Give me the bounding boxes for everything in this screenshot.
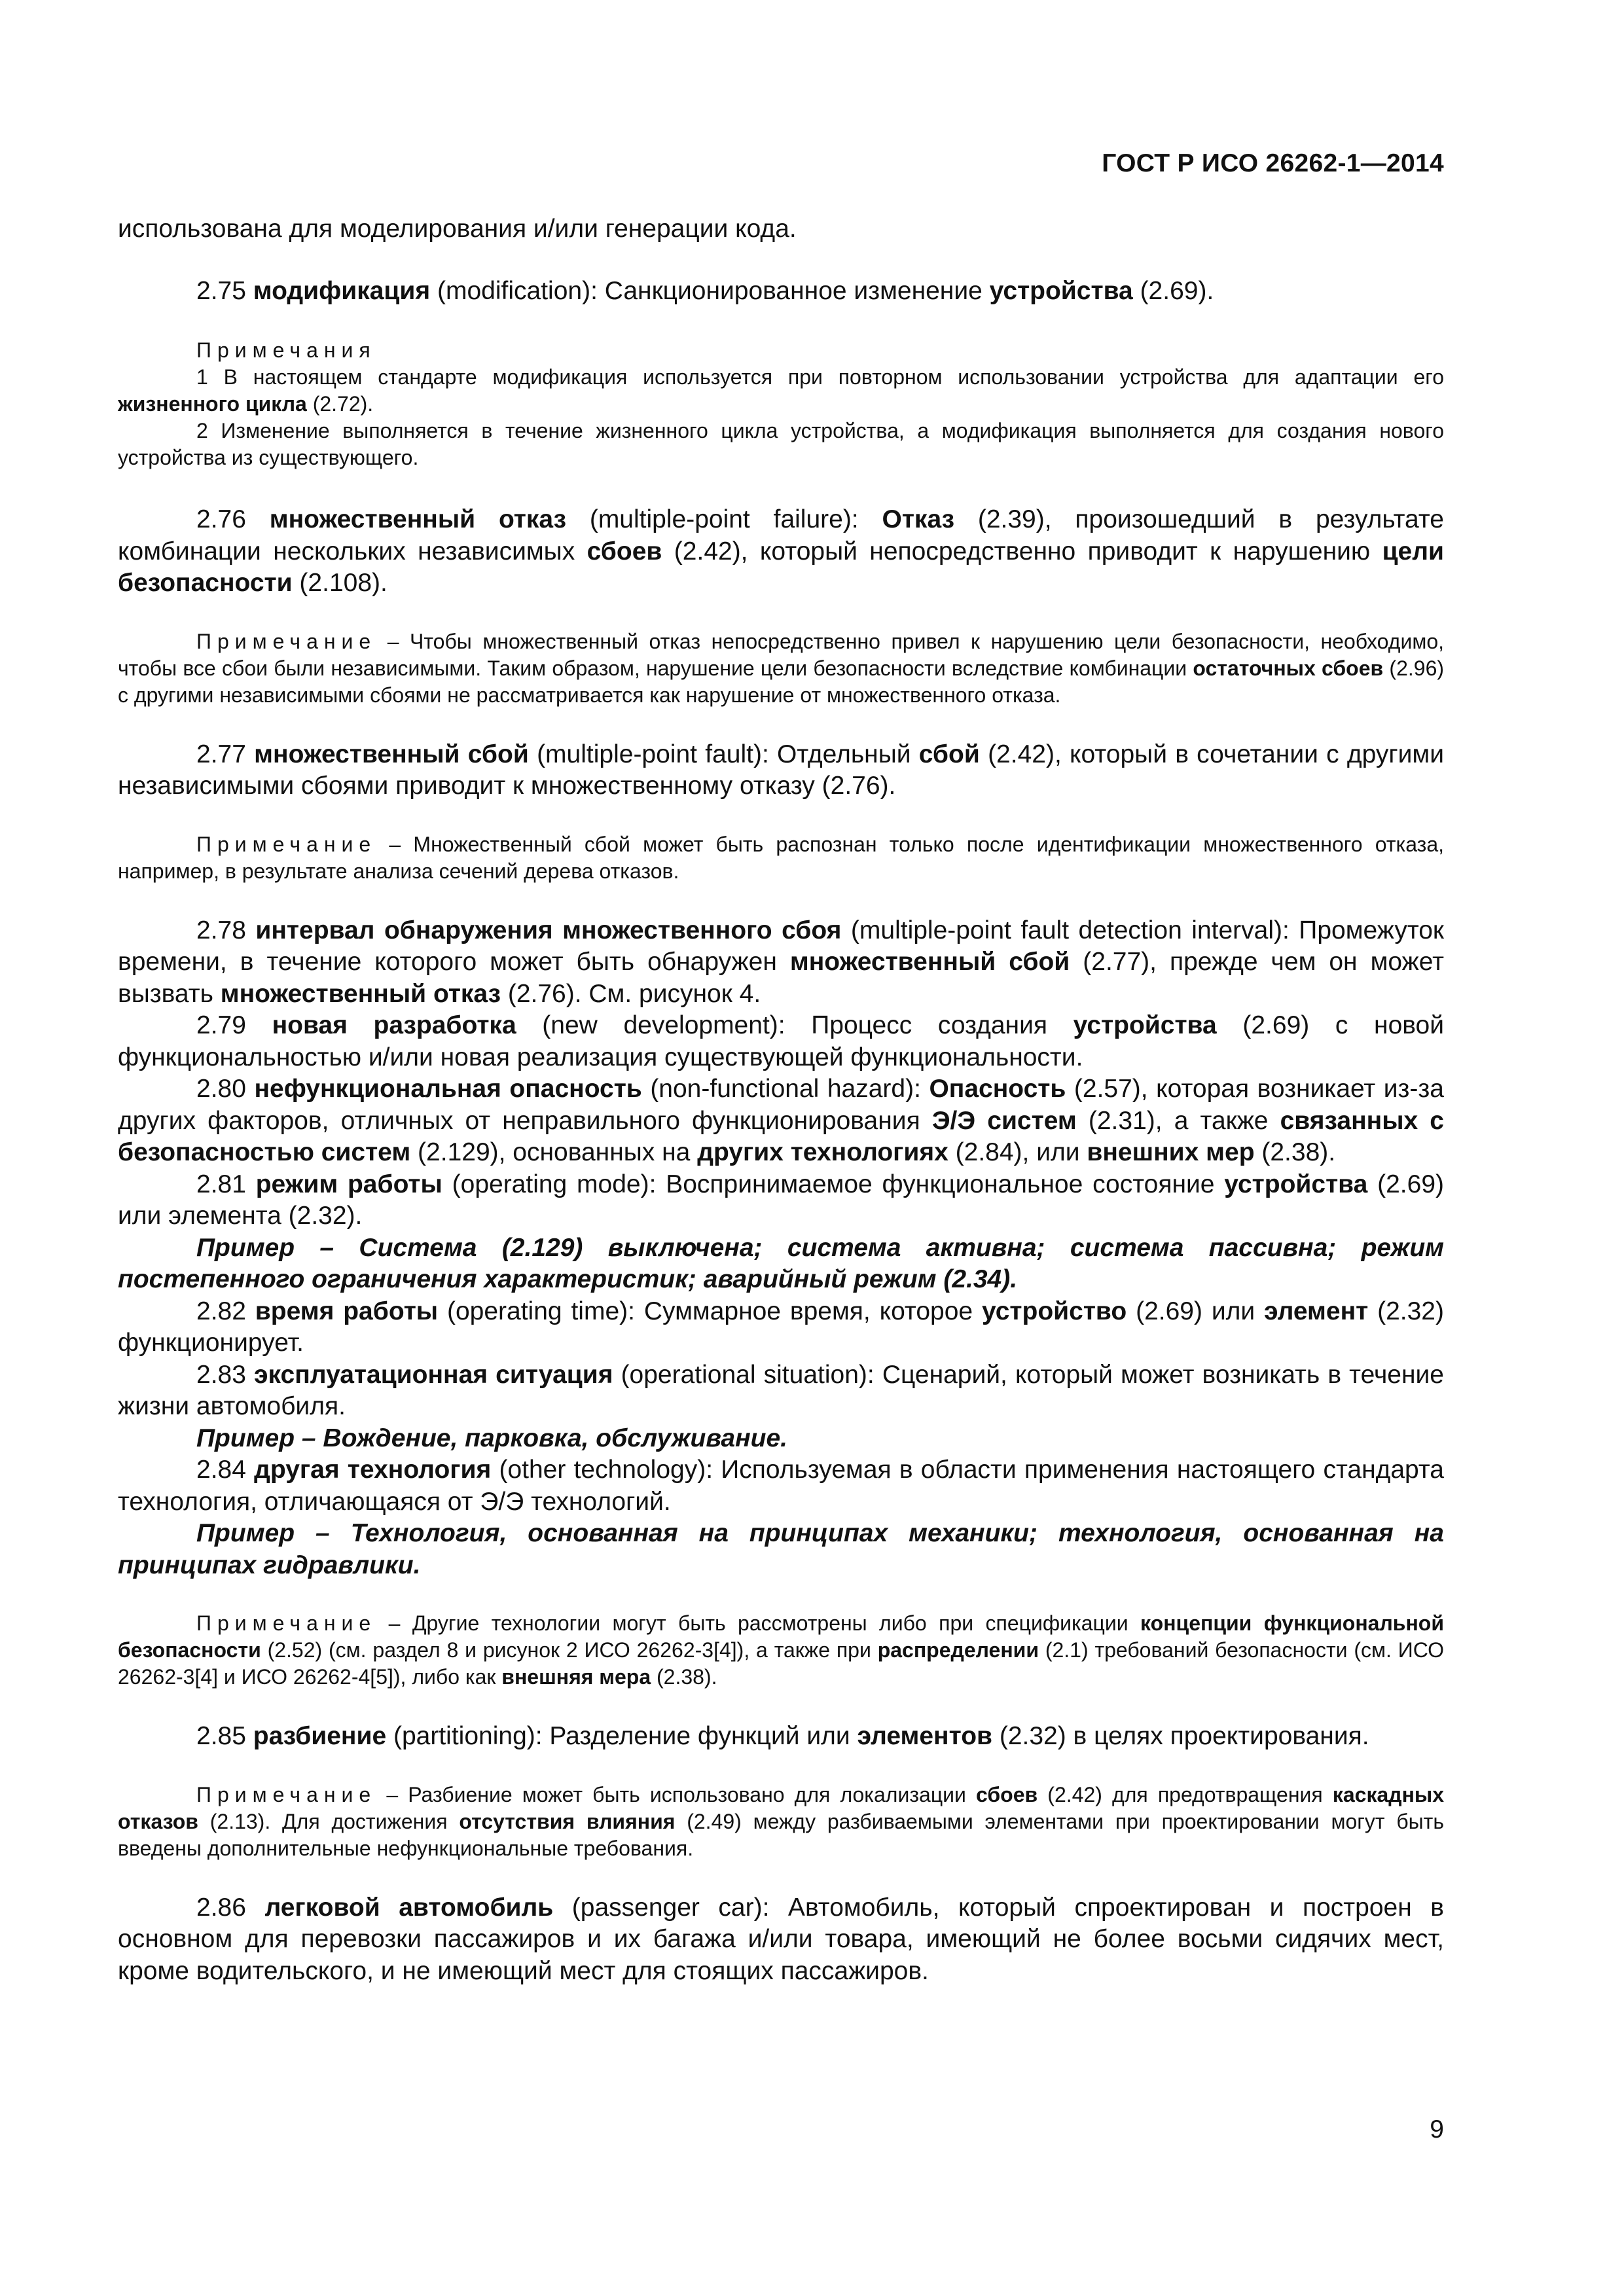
term-bold: элементов (857, 1722, 992, 1750)
text-run: 2 Изменение выполняется в течение жизненного цикла устройства, а модификация выполняется для создания нового устройства из существующего. (118, 419, 1444, 469)
example-paragraph (118, 1518, 1444, 1581)
note-label: Примечания (196, 338, 376, 362)
document-body (118, 213, 1444, 1987)
term-bold: других технологиях (697, 1138, 948, 1166)
term-bold: элемент (1264, 1297, 1369, 1325)
text-run: (2.31), а также (1076, 1106, 1280, 1135)
text-run: (2.69) или (1127, 1297, 1265, 1325)
note-label: Примечание (196, 1782, 377, 1806)
text-run: 2.83 (196, 1360, 255, 1389)
text-run: 2.80 (196, 1075, 255, 1103)
term-bold: цели безопасности (118, 537, 1444, 597)
term-bold: устройство (982, 1297, 1127, 1325)
term-bold: жизненного цикла (118, 392, 307, 416)
term-paragraph (118, 276, 1444, 308)
term-bold: сбой (918, 740, 980, 768)
text-run: (2.42) для предотвращения (1038, 1782, 1333, 1806)
term-bold: связанных с безопасностью систем (118, 1106, 1444, 1166)
text-run: (2.69). (1132, 276, 1214, 305)
term-bold: внешняя мера (501, 1665, 651, 1689)
text-run: 2.78 (196, 916, 256, 944)
term-bold: время работы (255, 1297, 439, 1325)
text-run: (passenger car): Автомобиль, который спроектирован и построен в основном для перевозки пассажиров и их багажа и/или товара, имеющий не более восьми сидячих мест, кроме водительского, и не имеющий мест для стоящих пассажиров. (118, 1893, 1444, 1985)
text-run: (operating time): Суммарное время, которое (438, 1297, 982, 1325)
page-number: 9 (1430, 2115, 1444, 2144)
text-run: (operating mode): Воспринимаемое функциональное состояние (442, 1170, 1225, 1198)
term-bold: множественный сбой (789, 948, 1070, 976)
term-paragraph (118, 1359, 1444, 1423)
term-bold: внешних мер (1087, 1138, 1255, 1166)
text-run: (2.108). (292, 569, 388, 597)
term-bold: устройства (989, 276, 1133, 305)
text-run: (2.13). Для достижения (198, 1809, 460, 1833)
note-paragraph (118, 364, 1444, 418)
example-paragraph (118, 1423, 1444, 1455)
text-run: (2.32) в целях проектирования. (992, 1722, 1369, 1750)
text-run: Пример – Вождение, парковка, обслуживание. (196, 1424, 787, 1452)
text-run: – Чтобы множественный отказ непосредственно привел к нарушению цели безопасности, необходимо, чтобы все сбои были независимыми. Таким образом, нарушение цели безопасности вследствие комбинации (118, 629, 1444, 680)
text-run: – Разбиение может быть использовано для локализации (376, 1782, 977, 1806)
text-run: 2.75 (196, 276, 253, 305)
text-run: (2.69) или элемента (2.32). (118, 1170, 1445, 1230)
term-paragraph (118, 1892, 1444, 1988)
term-paragraph (118, 1296, 1444, 1359)
note-paragraph (118, 628, 1444, 709)
term-bold: новая разработка (272, 1011, 516, 1039)
example-paragraph (118, 1232, 1444, 1296)
text-run: (non-functional hazard): (641, 1075, 929, 1103)
text-run: (modification): Санкционированное изменение (430, 276, 990, 305)
document-header: ГОСТ Р ИСО 26262-1—2014 (1102, 149, 1444, 177)
term-bold: множественный отказ (269, 505, 566, 533)
term-paragraph (118, 739, 1444, 802)
term-bold: сбоев (586, 537, 662, 565)
term-bold: Э/Э систем (931, 1106, 1077, 1135)
note-label: Примечание (196, 629, 377, 653)
note-paragraph (118, 337, 1444, 364)
term-bold: интервал обнаружения множественного сбоя (255, 916, 842, 944)
term-bold: остаточных сбоев (1193, 656, 1384, 680)
text-run: (2.96) с другими независимыми сбоями не рассматривается как нарушение от множественного отказа. (118, 656, 1445, 707)
term-bold: режим работы (255, 1170, 442, 1198)
note-label: Примечание (196, 1611, 377, 1635)
text-run: использована для моделирования и/или генерации кода. (118, 215, 797, 243)
text-run: (2.42), который в сочетании с другими независимыми сбоями приводит к множественному отказу (2.76). (118, 740, 1444, 800)
text-run: (multiple-point failure): (566, 505, 882, 533)
term-bold: устройства (1073, 1011, 1217, 1039)
term-bold: легковой автомобиль (264, 1893, 554, 1922)
term-bold: множественный сбой (254, 740, 529, 768)
text-run: (2.52) (см. раздел 8 и рисунок 2 ИСО 26262-3[4]), а также при (261, 1638, 878, 1662)
text-run: (2.129), основанных на (410, 1138, 698, 1166)
term-bold: отсутствия влияния (459, 1809, 676, 1833)
term-bold: модификация (253, 276, 431, 305)
text-run: (2.1) требований безопасности (см. ИСО 26262-3[4] и ИСО 26262-4[5]), либо как (118, 1638, 1445, 1689)
text-run: (2.49) между разбиваемыми элементами при проектировании могут быть введены дополнительные нефункциональные требования. (118, 1809, 1444, 1860)
term-bold: другая технология (254, 1456, 492, 1484)
term-bold: эксплуатационная ситуация (254, 1360, 613, 1389)
term-bold: концепции функциональной безопасности (118, 1611, 1445, 1662)
text-run: 2.77 (196, 740, 255, 768)
term-paragraph (118, 915, 1444, 1011)
text-run: 2.85 (196, 1722, 253, 1750)
term-paragraph (118, 1454, 1444, 1518)
text-run: (2.76). См. рисунок 4. (501, 979, 761, 1008)
term-bold: множественный отказ (220, 979, 501, 1008)
text-run: (operational situation): Сценарий, который может возникать в течение жизни автомобиля. (118, 1360, 1444, 1420)
text-run: 2.82 (196, 1297, 255, 1325)
note-label: Примечание (196, 832, 377, 856)
term-paragraph (118, 213, 1444, 245)
term-paragraph (118, 1010, 1444, 1073)
term-bold: распределении (877, 1638, 1039, 1662)
text-run: (2.84), или (948, 1138, 1087, 1166)
text-run: (2.72). (306, 392, 374, 416)
text-run: (multiple-point fault detection interval): Промежуток времени, в течение которого может быть обнаружен (118, 916, 1444, 976)
note-paragraph (118, 1610, 1444, 1691)
term-bold: сбоев (976, 1782, 1038, 1806)
text-run: (2.57), которая возникает из-за других факторов, отличных от неправильного функционирования (118, 1075, 1444, 1135)
term-bold: разбиение (253, 1722, 387, 1750)
text-run: (2.69) с новой функциональностью и/или новая реализация существующей функциональности. (118, 1011, 1445, 1071)
term-paragraph (118, 1721, 1444, 1753)
text-run: Пример – Система (2.129) выключена; система активна; система пассивна; режим постепенного ограничения характеристик; аварийный режим (2.34). (118, 1233, 1444, 1293)
text-run: 2.79 (196, 1011, 272, 1039)
term-paragraph (118, 504, 1444, 600)
text-run: (new development): Процесс создания (516, 1011, 1074, 1039)
text-run: – Множественный сбой может быть распознан только после идентификации множественного отказа, например, в результате анализа сечений дерева отказов. (118, 832, 1444, 883)
note-paragraph (118, 418, 1444, 471)
text-run: (2.77), прежде чем он может вызвать (118, 948, 1444, 1008)
text-run: (2.39), произошедший в результате комбинации нескольких независимых (118, 505, 1444, 565)
term-bold: устройства (1224, 1170, 1368, 1198)
note-paragraph (118, 831, 1444, 885)
text-run: – Другие технологии могут быть рассмотрены либо при спецификации (376, 1611, 1141, 1635)
note-paragraph (118, 1782, 1444, 1862)
text-run: 1 В настоящем стандарте модификация используется при повторном использовании устройства для адаптации его (196, 365, 1444, 389)
term-paragraph (118, 1169, 1444, 1232)
text-run: (2.38). (1254, 1138, 1336, 1166)
text-run: 2.84 (196, 1456, 255, 1484)
term-bold: нефункциональная опасность (254, 1075, 642, 1103)
text-run: 2.81 (196, 1170, 256, 1198)
text-run: (2.38). (651, 1665, 717, 1689)
term-bold: Опасность (929, 1075, 1066, 1103)
text-run: (other technology): Используемая в области применения настоящего стандарта технология, отличающаяся от Э/Э технологий. (118, 1456, 1444, 1516)
text-run: (multiple-point fault): Отдельный (528, 740, 919, 768)
text-run: (2.32) функционирует. (118, 1297, 1444, 1357)
term-paragraph (118, 1073, 1444, 1169)
text-run: 2.76 (196, 505, 270, 533)
text-run: Пример – Технология, основанная на принципах механики; технология, основанная на принципах гидравлики. (118, 1519, 1444, 1579)
term-bold: каскадных отказов (118, 1782, 1445, 1833)
text-run: 2.86 (196, 1893, 265, 1922)
term-bold: Отказ (882, 505, 955, 533)
text-run: (partitioning): Разделение функций или (386, 1722, 857, 1750)
text-run: (2.42), который непосредственно приводит к нарушению (662, 537, 1382, 565)
